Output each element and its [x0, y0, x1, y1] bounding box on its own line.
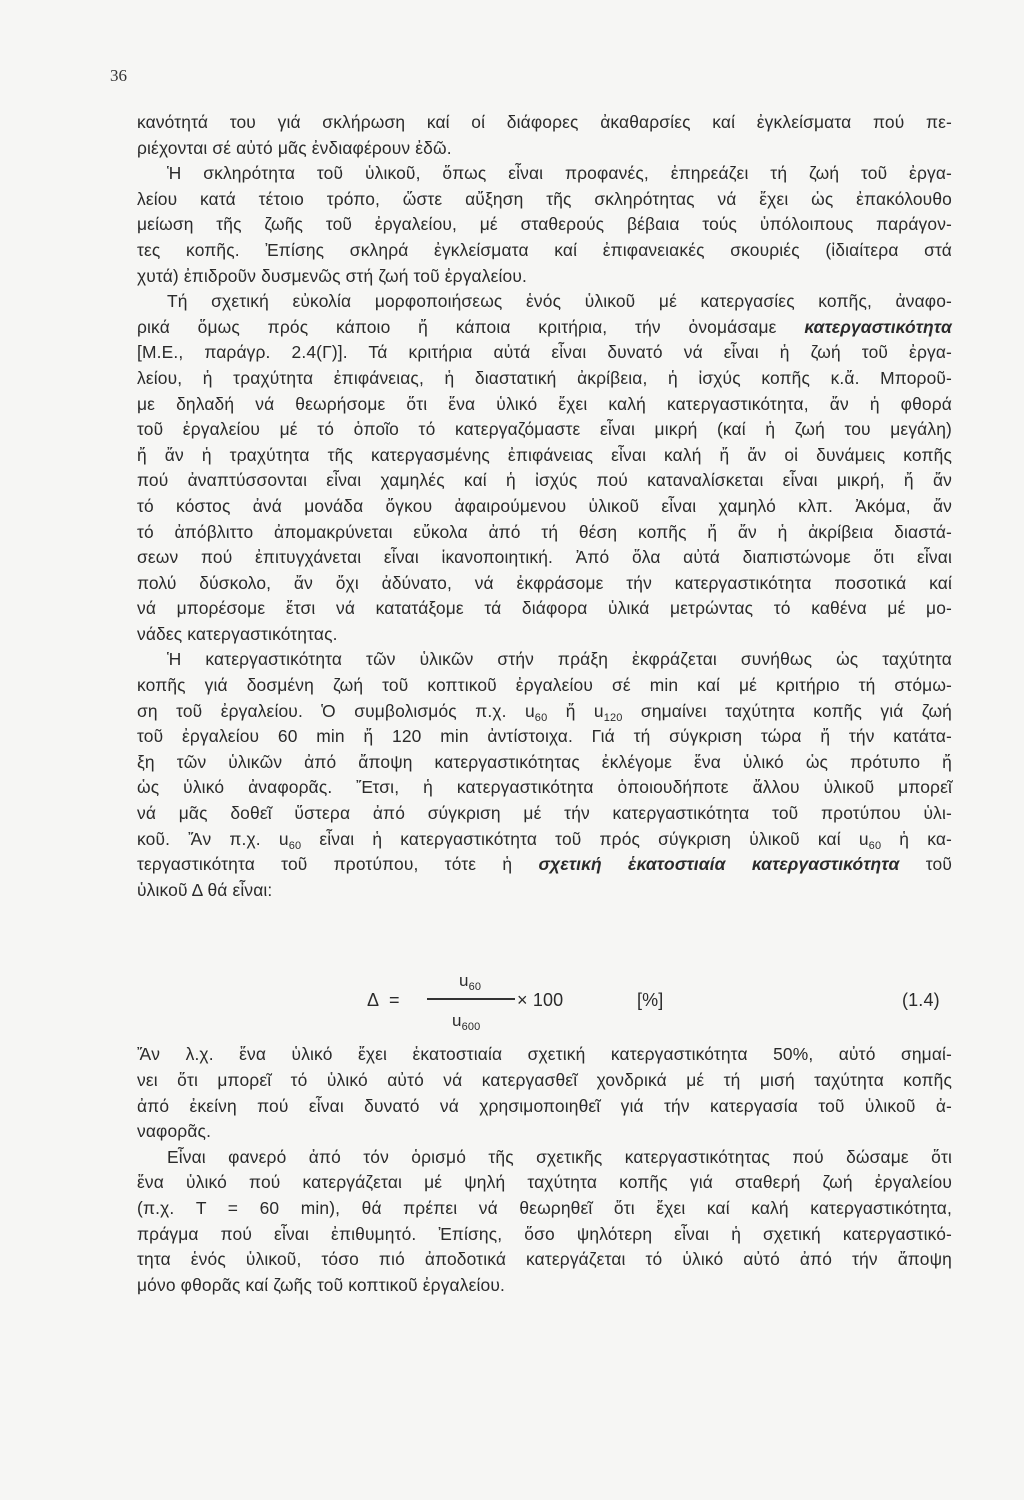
fraction-bar [427, 998, 515, 999]
formula-lhs: Δ [367, 990, 380, 1011]
denominator-subscript: 600 [461, 1021, 481, 1034]
paragraph-2 [137, 161, 952, 289]
text-line [137, 852, 952, 878]
text-line: ὑλικοῦ Δ θά εἶναι: [137, 879, 273, 900]
text-line: ἕνα ὑλικό πού κατεργάζεται μέ ψηλή ταχύτητα κοπῆς γιά σταθερή ζωή ἐργαλείου [137, 1172, 952, 1193]
text-line: σεων πού ἐπιτυγχάνεται εἶναι ἱκανοποιητική. Ἀπό ὅλα αὐτά διαπιστώνομε ὅτι εἶναι [137, 547, 952, 568]
text-line: τοῦ ἐργαλείου 60 min ἤ 120 min ἀντίστοιχα. Γιά τή σύγκριση τώρα ἤ τήν κατάτα- [137, 726, 952, 747]
text-line: πολύ δύσκολο, ἄν ὄχι ἀδύνατο, νά ἐκφράσομε τήν κατεργαστικότητα ποσοτικά καί [137, 572, 952, 593]
text-line: ριέχονται σέ αὐτό μᾶς ἐνδιαφέρουν ἐδῶ. [137, 137, 452, 158]
text-span: τοῦ [899, 854, 952, 875]
text-line: Ἡ κατεργαστικότητα τῶν ὑλικῶν στήν πράξη ἐκφράζεται συνήθως ὡς ταχύτητα [167, 649, 952, 670]
text-line: ἀπό ἐκείνη πού εἶναι δυνατό νά χρησιμοποιηθεῖ γιά τήν κατεργασία τοῦ ὑλικοῦ ἀ- [137, 1095, 952, 1116]
text-span: ρικά ὅμως πρός κάποιο ἤ κάποια κριτήρια, τήν ὀνομάσαμε [137, 316, 805, 337]
page-number: 36 [110, 66, 127, 85]
text-line: ξη τῶν ὑλικῶν ἀπό ἄποψη κατεργαστικότητας ἐκλέγομε ἕνα ὑλικό ὡς πρότυπο ἤ [137, 751, 952, 772]
formula-multiplier: × 100 [517, 990, 564, 1011]
formula-equals: = [389, 990, 400, 1011]
text-span: τεργαστικότητα τοῦ προτύπου, τότε ἡ [137, 854, 539, 875]
text-line [137, 315, 952, 341]
text-line: ὡς ὑλικό ἀναφορᾶς. Ἔτσι, ἡ κατεργαστικότητα ὁποιουδήποτε ἄλλου ὑλικοῦ μπορεῖ [137, 777, 952, 798]
formula-numerator [459, 968, 481, 994]
text-line: τες κοπῆς. Ἐπίσης σκληρά ἐγκλείσματα καί ἐπιφανειακές σκουριές (ἰδιαίτερα στά [137, 239, 952, 260]
text-line: λείου, ἡ τραχύτητα ἐπιφάνειας, ἡ διαστατική ἀκρίβεια, ἡ ἰσχύς κοπῆς κ.ἄ. Μποροῦ- [137, 367, 952, 388]
text-line: χυτά) ἐπιδροῦν δυσμενῶς στή ζωή τοῦ ἐργαλείου. [137, 265, 527, 286]
paragraph-6 [137, 1145, 952, 1299]
text-line: ἤ ἄν ἡ τραχύτητα τῆς κατεργασμένης ἐπιφάνειας εἶναι καλή ἤ ἄν οἱ δυνάμεις κοπῆς [137, 444, 952, 465]
text-line: νει ὅτι μπορεῖ τό ὑλικό αὐτό νά κατεργασθεῖ χονδρικά μέ τή μισή ταχύτητα κοπῆς [137, 1070, 952, 1090]
text-span: ση τοῦ ἐργαλείου. Ὁ συμβολισμός π.χ. u [137, 700, 535, 721]
text-line: μόνο φθορᾶς καί ζωῆς τοῦ κοπτικοῦ ἐργαλείου. [137, 1274, 505, 1295]
text-span: κοῦ. Ἄν π.χ. u [137, 828, 289, 849]
text-line: τό κόστος ἀνά μονάδα ὄγκου ἀφαιρούμενου ὑλικοῦ εἶναι χαμηλό κλπ. Ἀκόμα, ἄν [137, 495, 952, 516]
text-line: πού ἀναπτύσσονται εἶναι χαμηλές καί ἡ ἰσχύς πού καταναλίσκεται εἶναι μικρή, ἤ ἄν [137, 470, 952, 491]
text-line: τό ἀπόβλιττο ἀπομακρύνεται εὔκολα ἀπό τή θέση κοπῆς ἤ ἄν ἡ ἀκρίβεια διαστά- [137, 521, 952, 542]
text-line: κοπῆς γιά δοσμένη ζωή τοῦ κοπτικοῦ ἐργαλείου σέ min καί μέ κριτήριο τή στόμω- [137, 675, 952, 696]
text-span: εἶναι ἡ κατεργαστικότητα τοῦ πρός σύγκριση ὑλικοῦ καί u [301, 828, 869, 849]
formula-unit: [%] [637, 990, 664, 1011]
numerator-base: u [459, 971, 469, 991]
text-line: μείωση τῆς ζωῆς τοῦ ἐργαλείου, μέ σταθερούς βέβαια τούς ὑπόλοιπους παράγον- [137, 214, 952, 235]
equation-1-4 [137, 958, 952, 1042]
text-line: νάδες κατεργαστικότητας. [137, 623, 338, 644]
text-line: λείου κατά τέτοιο τρόπο, ὥστε αὔξηση τῆς σκληρότητας νά ἔχει ὡς ἐπακόλουθο [137, 188, 952, 209]
text-line: νά μᾶς δοθεῖ ὕστερα ἀπό σύγκριση μέ τήν κατεργαστικότητα τοῦ προτύπου ὑλι- [137, 803, 952, 824]
text-span: σημαίνει ταχύτητα κοπῆς γιά ζωή [622, 700, 953, 721]
text-line: πράγμα πού εἶναι ἐπιθυμητό. Ἐπίσης, ὅσο ψηλότερη εἶναι ἡ σχετική κατεργαστικό- [137, 1223, 952, 1244]
subscript: 60 [534, 711, 548, 724]
text-line: Ἄν λ.χ. ἕνα ὑλικό ἔχει ἑκατοστιαία σχετική κατεργαστικότητα 50%, αὐτό σημαί- [137, 1044, 952, 1065]
paragraph-1 [137, 110, 952, 161]
denominator-base: u [452, 1011, 462, 1031]
text-line: νά μπορέσομε ἔτσι νά κατατάξομε τά διάφορα ὑλικά μετρώντας τό καθένα μέ μο- [137, 598, 952, 619]
subscript: 120 [603, 711, 623, 724]
subscript: 60 [288, 839, 302, 852]
text-line: κανότητά του γιά σκλήρωση καί οί διάφορες ἀκαθαρσίες καί ἐγκλείσματα πού πε- [137, 112, 952, 132]
text-line: ναφορᾶς. [137, 1121, 212, 1142]
text-line: Τή σχετική εὐκολία μορφοποιήσεως ἑνός ὑλικοῦ μέ κατεργασίες κοπῆς, ἀναφο- [167, 291, 952, 312]
text-line: με δηλαδή νά θεωρήσομε ὅτι ἕνα ὑλικό ἔχει καλή κατεργαστικότητα, ἄν ἡ φθορά [137, 393, 952, 414]
equation-number: (1.4) [902, 990, 940, 1011]
numerator-subscript: 60 [468, 981, 482, 994]
paragraph-4 [137, 647, 952, 903]
text-span: ἡ κα- [881, 828, 952, 849]
text-line [137, 827, 952, 853]
text-span: ἤ u [547, 700, 604, 721]
text-line [137, 699, 952, 725]
text-line: τητα ἑνός ὑλικοῦ, τόσο πιό ἀποδοτικά κατεργάζεται τό ὑλικό αὐτό ἀπό τήν ἄποψη [137, 1249, 952, 1270]
text-line: [Μ.Ε., παράγρ. 2.4(Γ)]. Τά κριτήρια αὐτά εἶναι δυνατό νά εἶναι ἡ ζωή τοῦ ἐργα- [137, 342, 952, 363]
formula-denominator [452, 1008, 480, 1034]
text-line: Εἶναι φανερό ἀπό τόν ὁρισμό τῆς σχετικῆς κατεργαστικότητας πού δώσαμε ὅτι [167, 1146, 952, 1167]
paragraph-5 [137, 1042, 952, 1144]
subscript: 60 [868, 839, 882, 852]
term-machinability: κατεργαστικότητα [804, 316, 952, 337]
body-text [137, 110, 952, 1298]
text-line: τοῦ ἐργαλείου μέ τό ὁποῖο τό κατεργαζόμαστε εἶναι μικρή (καί ἡ ζωή του μεγάλη) [137, 419, 952, 440]
term-relative-machinability: σχετική ἑκατοστιαία κατεργαστικότητα [538, 854, 900, 875]
text-line: (π.χ. T = 60 min), θά πρέπει νά θεωρηθεῖ ὅτι ἔχει καί καλή κατεργαστικότητα, [137, 1197, 952, 1218]
paragraph-3 [137, 289, 952, 647]
text-line: Ἡ σκληρότητα τοῦ ὑλικοῦ, ὅπως εἶναι προφανές, ἐπηρεάζει τή ζωή τοῦ ἐργα- [167, 163, 952, 184]
